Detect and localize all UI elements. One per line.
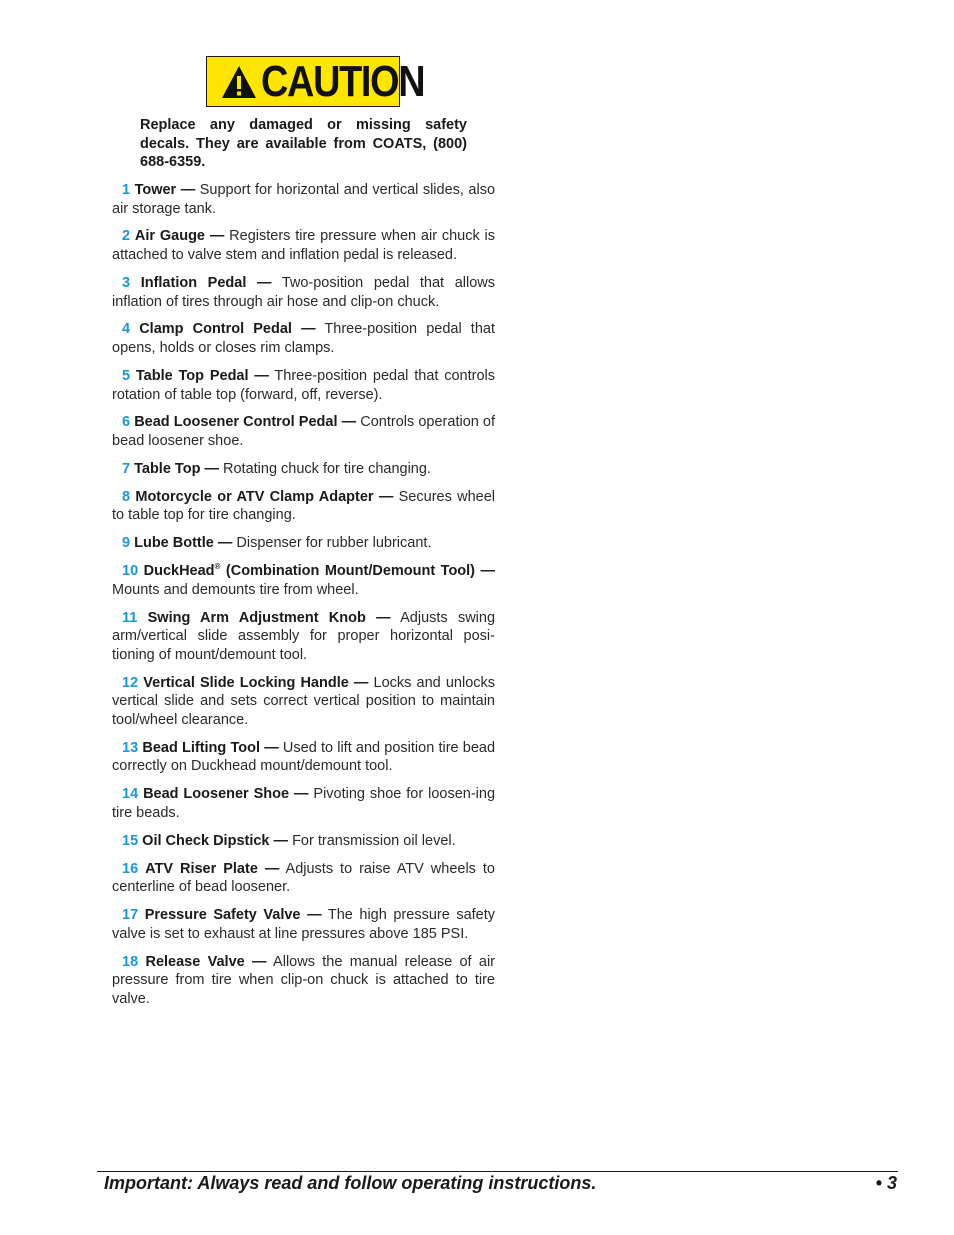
warning-triangle-icon — [221, 65, 257, 99]
item-name: Pressure Safety Valve — [144, 907, 301, 924]
list-item: 18 Release Valve — Allows the manual release of air pressure from tire when clip-on chuck is attached to tire valve. — [112, 953, 495, 1007]
item-name: ATV Riser Plate — [145, 860, 258, 877]
list-item: 15 Oil Check Dipstick — For transmission oil level. — [122, 832, 456, 849]
item-number: 7 — [122, 460, 131, 477]
item-number: 14 — [122, 786, 139, 803]
item-number: 10 — [122, 563, 139, 580]
item-number: 3 — [122, 274, 131, 291]
item-number: 4 — [122, 321, 131, 338]
item-name: Air Gauge — [134, 228, 205, 245]
item-name: Vertical Slide Locking Handle — [143, 674, 349, 691]
item-name: Bead Loosener Shoe — [143, 786, 290, 803]
list-item: 7 Table Top — Rotating chuck for tire changing. — [122, 460, 431, 477]
list-item: 8 Motorcycle or ATV Clamp Adapter — Secures wheel to table top for tire changing. — [112, 488, 496, 524]
caution-banner — [206, 56, 425, 107]
item-description: Support for horizontal and vertical slides, also air storage tank. — [112, 182, 496, 217]
item-description: Three-position pedal that opens, holds or closes rim clamps. — [112, 321, 495, 357]
item-description: Adjusts to raise ATV wheels to centerline of bead loosener. — [112, 860, 495, 896]
item-number: 8 — [122, 488, 131, 505]
item-name: Swing Arm Adjustment Knob — [147, 609, 366, 626]
item-name: Tower — [134, 182, 177, 198]
item-number: 6 — [122, 414, 131, 431]
item-description: Three-position pedal that controls rotation of table top (forward, off, reverse). — [112, 367, 495, 403]
item-description: The high pressure safety valve is set to exhaust at line pressures above 185 PSI. — [112, 907, 496, 942]
item-name: Inflation Pedal — [140, 274, 247, 291]
list-item: 5 Table Top Pedal — Three-position pedal that controls rotation of table top (forward, off, reverse). — [112, 367, 495, 403]
item-name: Release Valve — [145, 953, 245, 970]
item-name: Table Top — [134, 460, 201, 477]
item-description: Registers tire pressure when air chuck is attached to valve stem and inflation pedal is released. — [112, 228, 496, 264]
item-number: 1 — [122, 182, 131, 198]
item-description: Controls operation of bead loosener shoe. — [112, 414, 496, 450]
item-description: Rotating chuck for tire changing. — [223, 460, 431, 477]
item-description: Dispenser for rubber lubricant. — [236, 535, 432, 552]
list-item: 4 Clamp Control Pedal — Three-position pedal that opens, holds or closes rim clamps. — [112, 321, 495, 357]
caution-label: CAUTION — [261, 57, 425, 106]
list-item: 3 Inflation Pedal — Two-position pedal that allows inflation of tires through air hose and clip-on chuck. — [112, 274, 495, 310]
item-description: Mounts and demounts tire from wheel. — [112, 581, 359, 598]
page-number: • 3 — [875, 1173, 897, 1193]
item-number: 16 — [122, 860, 139, 877]
item-description: Pivoting shoe for loosen-ing tire beads. — [112, 786, 496, 821]
item-number: 18 — [122, 953, 139, 970]
item-description: Locks and unlocks vertical slide and sets correct vertical position to maintain tool/wheel clearance. — [112, 674, 496, 728]
list-item: 6 Bead Loosener Control Pedal — Controls operation of bead loosener shoe. — [112, 414, 496, 450]
item-number: 2 — [122, 228, 131, 245]
list-item: 1 Tower — Support for horizontal and vertical slides, also air storage tank. — [112, 182, 496, 217]
item-name: Clamp Control Pedal — [139, 321, 292, 338]
item-name: Bead Lifting Tool — [142, 739, 260, 756]
item-description: Secures wheel to table top for tire changing. — [112, 488, 496, 524]
item-description: Used to lift and position tire bead correctly on Duckhead mount/demount tool. — [112, 739, 496, 775]
item-description: Allows the manual release of air pressure from tire when clip-on chuck is attached to tire valve. — [112, 953, 495, 1007]
item-description: Adjusts swing arm/vertical slide assembly for proper horizontal posi-tioning of mount/demount tool. — [112, 609, 496, 663]
item-number: 12 — [122, 674, 139, 691]
item-name: Table Top Pedal — [135, 367, 249, 384]
caution-warning-text: Replace any damaged or missing safety decals. They are available from COATS, (800) 688-6359. — [140, 117, 467, 170]
item-number: 5 — [122, 367, 131, 384]
list-item: 10 DuckHead® (Combination Mount/Demount Tool) — Mounts and demounts tire from wheel. — [112, 562, 495, 598]
item-number: 13 — [122, 739, 139, 756]
item-name: Oil Check Dipstick — [142, 832, 270, 849]
item-name: Lube Bottle — [134, 535, 214, 552]
list-item: 17 Pressure Safety Valve — The high pressure safety valve is set to exhaust at line pressures above 185 PSI. — [112, 907, 496, 942]
list-item: 12 Vertical Slide Locking Handle — Locks and unlocks vertical slide and sets correct vertical position to maintain tool/wheel clearance. — [112, 674, 496, 728]
list-item: 14 Bead Loosener Shoe — Pivoting shoe for loosen-ing tire beads. — [112, 786, 496, 821]
parts-list — [112, 181, 495, 1018]
item-name: DuckHead® (Combination Mount/Demount Tool) — [143, 562, 476, 580]
registered-mark: ® — [214, 562, 221, 572]
item-description: Two-position pedal that allows inflation of tires through air hose and clip-on chuck. — [112, 274, 495, 310]
list-item: 16 ATV Riser Plate — Adjusts to raise ATV wheels to centerline of bead loosener. — [112, 860, 495, 896]
item-name: Bead Loosener Control Pedal — [134, 414, 338, 431]
list-item: 11 Swing Arm Adjustment Knob — Adjusts swing arm/vertical slide assembly for proper horizontal posi-tioning of mount/demount tool. — [112, 609, 496, 663]
item-description: For transmission oil level. — [292, 832, 456, 849]
footer-notice: Important: Always read and follow operating instructions. — [104, 1173, 597, 1193]
list-item: 9 Lube Bottle — Dispenser for rubber lubricant. — [122, 535, 432, 552]
item-number: 11 — [122, 609, 138, 626]
item-number: 17 — [122, 907, 139, 924]
list-item: 2 Air Gauge — Registers tire pressure when air chuck is attached to valve stem and inflation pedal is released. — [112, 228, 496, 264]
item-number: 9 — [122, 535, 131, 552]
item-name: Motorcycle or ATV Clamp Adapter — [135, 488, 374, 505]
item-number: 15 — [122, 832, 139, 849]
list-item: 13 Bead Lifting Tool — Used to lift and position tire bead correctly on Duckhead mount/demount tool. — [112, 739, 496, 775]
